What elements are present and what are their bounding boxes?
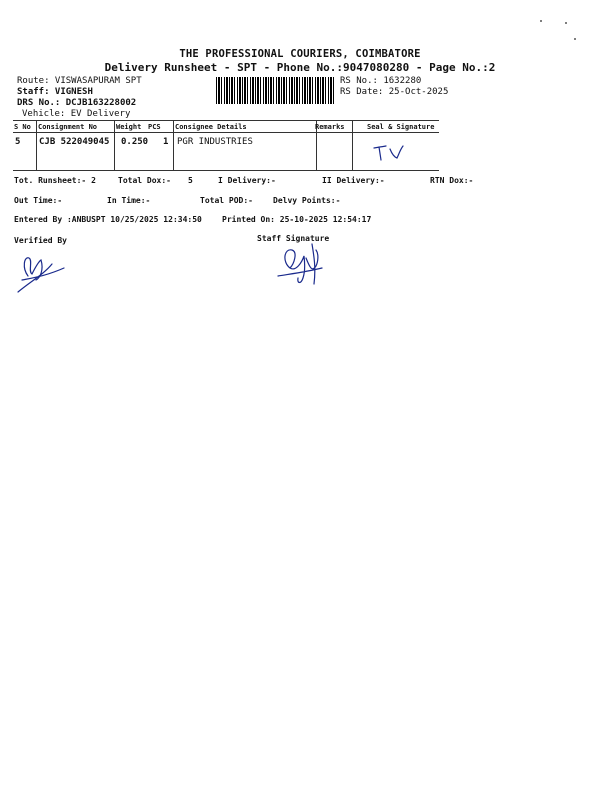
out-time: Out Time:- [14, 196, 63, 205]
header-sno: S No [14, 123, 31, 131]
table-header-border [13, 132, 439, 133]
rs-number: RS No.: 1632280 [340, 76, 422, 86]
staff-signature-label: Staff Signature [257, 234, 330, 243]
route-text: Route: VISWASAPURAM SPT [17, 76, 142, 86]
rtn-dox: RTN Dox:- [430, 176, 474, 185]
header-pcs: PCS [148, 123, 161, 131]
verifier-signature [14, 248, 74, 296]
printed-on: Printed On: 25-10-2025 12:54:17 [222, 215, 372, 224]
total-pod: Total POD:- [200, 196, 253, 205]
tot-runsheet: Tot. Runsheet:- 2 [14, 176, 96, 185]
total-dox-label: Total Dox:- [118, 176, 171, 185]
receiver-signature-tv [366, 138, 416, 166]
table-bottom-border [13, 170, 439, 171]
in-time: In Time:- [107, 196, 151, 205]
delvy-points: Delvy Points:- [273, 196, 341, 205]
barcode-image [216, 77, 335, 104]
verified-by-label: Verified By [14, 236, 67, 245]
row-pcs: 1 [163, 137, 169, 147]
column-divider [352, 120, 353, 170]
total-dox-value: 5 [188, 176, 193, 185]
row-sno: 5 [15, 137, 21, 147]
table-top-border [13, 120, 439, 121]
entered-by: Entered By :ANBUSPT 10/25/2025 12:34:50 [14, 215, 202, 224]
column-divider [36, 120, 37, 170]
drs-number: DRS No.: DCJB163228002 [17, 98, 137, 108]
i-delivery: I Delivery:- [218, 176, 276, 185]
scan-speck [540, 20, 542, 22]
header-seal-signature: Seal & Signature [367, 123, 435, 131]
header-weight: Weight [116, 123, 142, 131]
column-divider [114, 120, 115, 170]
scan-speck [565, 22, 567, 24]
company-title: THE PROFESSIONAL COURIERS, COIMBATORE [179, 48, 421, 60]
row-consignment: CJB 522049045 [39, 137, 110, 147]
scan-speck [574, 38, 576, 40]
header-consignee: Consignee Details [175, 123, 247, 131]
header-remarks: Remarks [315, 123, 345, 131]
vehicle-text: Vehicle: EV Delivery [22, 109, 131, 119]
staff-signature [272, 238, 330, 290]
ii-delivery: II Delivery:- [322, 176, 385, 185]
row-weight: 0.250 [121, 137, 149, 147]
header-consignment: Consignment No [38, 123, 98, 131]
runsheet-subtitle: Delivery Runsheet - SPT - Phone No.:9047080280 - Page No.:2 [104, 61, 496, 74]
column-divider [173, 120, 174, 170]
rs-date: RS Date: 25-Oct-2025 [340, 87, 449, 97]
staff-text: Staff: VIGNESH [17, 87, 93, 97]
row-consignee: PGR INDUSTRIES [177, 137, 253, 147]
